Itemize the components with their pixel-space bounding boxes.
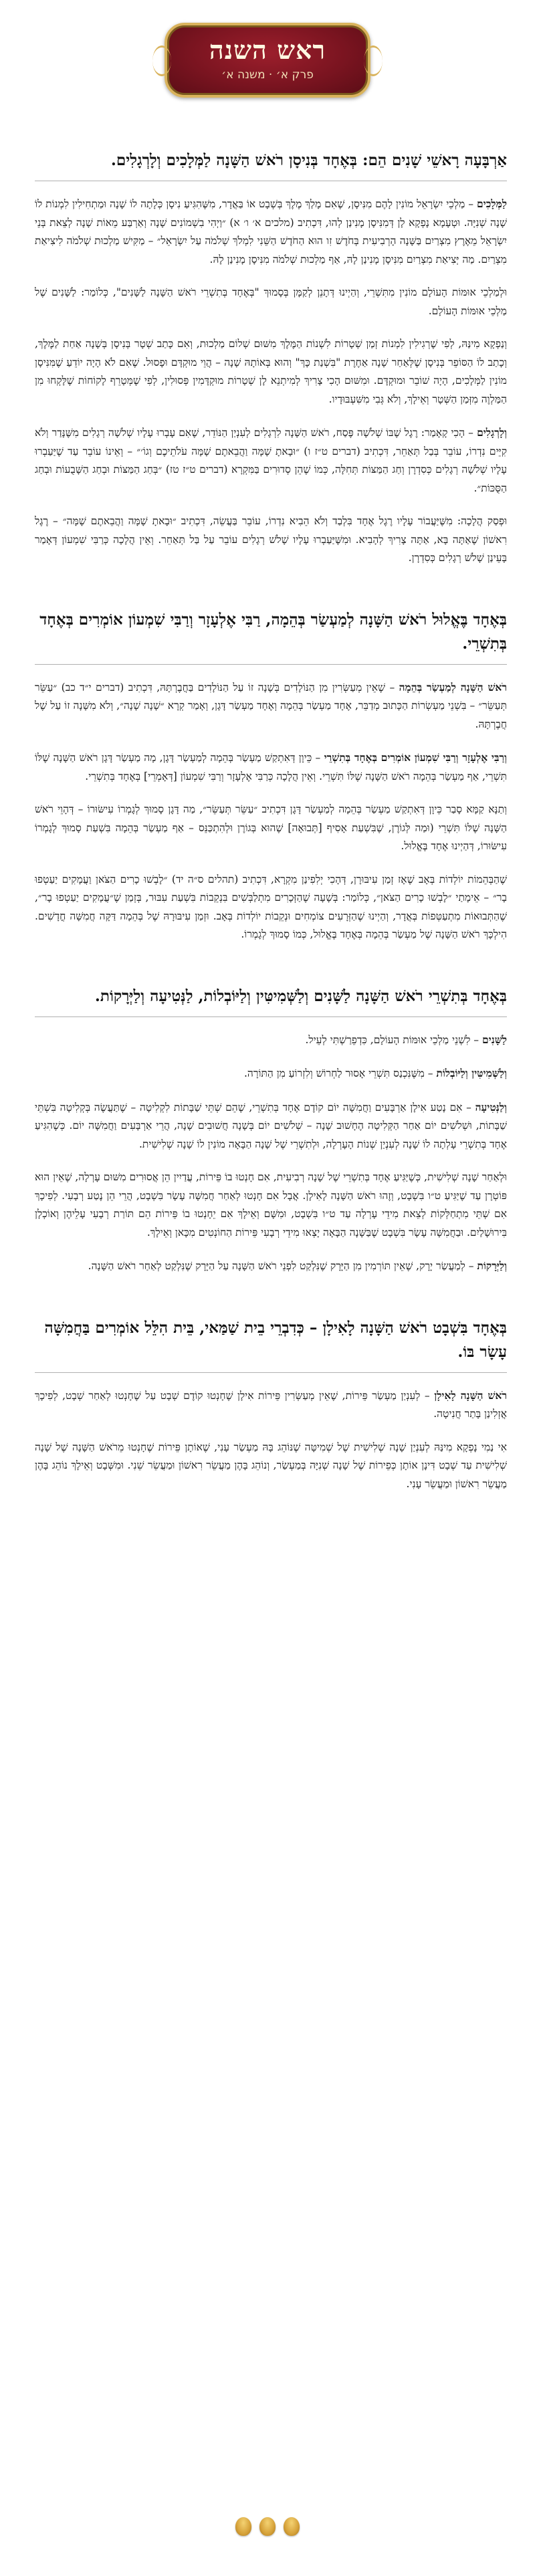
mishna-heading: בְּאֶחָד בִּשְׁבָט רֹאשׁ הַשָּׁנָה לָאִילָן – כְּדִבְרֵי בֵית שַׁמַּאי, בֵּית הִלֵּל אוֹמְרִים בַּחֲמִשָּׁה עָשָׂר בּוֹ. <box>35 1316 507 1373</box>
dibur-hamatchil: וְלַנְּטִיעָה <box>475 1100 507 1113</box>
dibur-hamatchil: וְרַבִּי אֶלְעָזָר וְרַבִּי שִׁמְעוֹן אוֹמְרִים בְּאֶחָד בְּתִשְׁרֵי <box>324 751 508 764</box>
title-badge <box>165 23 370 98</box>
commentary-paragraph <box>35 195 507 269</box>
shell-ornament-icon <box>259 2517 276 2536</box>
commentary-paragraph <box>35 1064 507 1083</box>
commentary-paragraph <box>35 678 507 734</box>
commentary-paragraph <box>35 335 507 409</box>
page-subtitle: פרק א׳ · משנה א׳ <box>221 68 314 82</box>
mishna-heading: בְּאֶחָד בְּתִשְׁרֵי רֹאשׁ הַשָּׁנָה לַשָּׁנִים וְלַשְּׁמִיטִּין וְלַיּוֹבְלוֹת, לַנְּטִיעָה וְלַיְּרָקוֹת. <box>35 984 507 1017</box>
mishna-heading: בְּאֶחָד בֶּאֱלוּל רֹאשׁ הַשָּׁנָה לְמַעְשַׂר בְּהֵמָה, רַבִּי אֶלְעָזָר וְרַבִּי שִׁמְעוֹן אוֹמְרִים בְּאֶחָד בְּתִשְׁרֵי. <box>35 608 507 665</box>
commentary-paragraph <box>35 1098 507 1154</box>
commentary-section <box>35 148 507 568</box>
commentary-paragraph <box>35 748 507 786</box>
commentary-paragraph <box>35 1031 507 1050</box>
mishna-heading: אַרְבָּעָה רָאשֵׁי שָׁנִים הֵם: בְּאֶחָד בְּנִיסָן רֹאשׁ הַשָּׁנָה לַמְּלָכִים וְלָרְגָלִים. <box>35 148 507 181</box>
document-body <box>35 148 507 1533</box>
dibur-hamatchil: לַמְּלָכִים <box>476 197 507 210</box>
paragraph-text: אִי נַמִי נָפְקָא מִינַּהּ לְעִנְיַן שָׁנָה שְׁלִישִׁית שֶׁל שְׁמִיטָּה שֶׁנּוֹהֵג בָּהּ מַעְשַׂר עָנִי, שֶׁאוֹתָן פֵּירוֹת שֶׁחָנְטוּ מֵרֹאשׁ הַשָּׁנָה שֶׁל שָׁנָה שְׁלִישִׁית עַד שְׁבָט דִּינָן אוֹתָן כְּפֵירוֹת שֶׁל שָׁנָה שְׁנִיָּה בְּמַעְשַׂר, וְנוֹהֵג בָּהֶן מַעֲשֵׂר רִאשׁוֹן וּמַעֲשֵׂר שֵׁנִי. וּמִשְּׁבָט וְאֵילָךְ נוֹהֵג בָּהֶן מַעֲשֵׂר רִאשׁוֹן וּמַעֲשֵׂר עָנִי. <box>35 1440 507 1490</box>
commentary-paragraph <box>35 1386 507 1424</box>
shell-ornament-icon <box>284 2517 300 2536</box>
dibur-hamatchil: לַשָּׁנִים <box>481 1033 507 1046</box>
paragraph-text: – שֶׁאֵין מְעַשְּׂרִין מִן הַנּוֹלָדִים בְּשָׁנָה זוֹ עַל הַנּוֹלָדִים בַּחֲבֶרְתָּהּ, דִּכְתִיב (דברים י״ד כב) ״עַשֵּׂר תְּעַשֵּׂר״ – בִּשְׁנֵי מַעְשְׂרוֹת הַכָּתוּב מְדַבֵּר, אֶחָד מַעְשַׂר בְּהֵמָה וְאֶחָד מַעְשַׂר דָּגָן, וְאָמַר קְרָא ״שָׁנָה שָׁנָה״, וְלֹא מִשָּׁנָה זוֹ עַל שֶׁל חֲבֶרְתָּהּ. <box>35 681 507 730</box>
commentary-paragraph <box>35 1257 507 1276</box>
paragraph-text: – לְעִנְיַן מַעְשַׂר פֵּירוֹת, שֶׁאֵין מְעַשְּׂרִין פֵּירוֹת אִילָן שֶׁחָנְטוּ קוֹדֶם שְׁבָט עַל שֶׁחָנְטוּ לְאַחַר שְׁבָט, לְפִיכָךְ אֲזְלִינַן בָּתַר חֲנִיטָה. <box>35 1389 507 1420</box>
commentary-paragraph <box>35 284 507 320</box>
paragraph-text: – מַלְכֵי יִשְׂרָאֵל מוֹנִין לָהֶם מִנִּיסָן, שֶׁאִם מָלַךְ מֶלֶךְ בְּשְׁבָט אוֹ בַּאֲדָר, מִשֶּׁהִגִּיעַ נִיסָן כְּלָתָה לוֹ שָׁנָה וּמַתְחִילִין לִמְנוֹת לוֹ שָׁנָה שְׁנִיָּה. וּטְעָמָא נָפְקָא לָן דְּמִנִּיסָן מָנִינַן לְהוּ, דִּכְתִיב (מלכים א׳ ו׳ א) ״וַיְהִי בִשְׁמוֹנִים שָׁנָה וְאַרְבַּע מֵאוֹת שָׁנָה לְצֵאת בְּנֵי יִשְׂרָאֵל מֵאֶרֶץ מִצְרַיִם בַּשָּׁנָה הָרְבִיעִית בְּחֹדֶשׁ זִו הוּא הַחֹדֶשׁ הַשֵּׁנִי לִמְלֹךְ שְׁלֹמֹה עַל יִשְׂרָאֵל״ – מַקִּישׁ מַלְכוּת שְׁלֹמֹה לִיצִיאַת מִצְרַיִם. מַה יְּצִיאַת מִצְרַיִם מִנִּיסָן מָנִינַן לָהּ, אַף מַלְכוּת שְׁלֹמֹה מִנִּיסָן מָנִינַן לָהּ. <box>35 198 507 265</box>
footer-ornament <box>0 2517 535 2536</box>
paragraph-text: וּלְמַלְכֵי אוּמּוֹת הָעוֹלָם מוֹנִין מִתִּשְׁרֵי, וְהַיְינוּ דְּתָנֵן לְקַמָּן בְּסָמוּךְ "בְּאֶחָד בְּתִשְׁרֵי רֹאשׁ הַשָּׁנָה לַשָּׁנִים", כְּלוֹמַר: לַשָּׁנִים שֶׁל מַלְכֵי אוּמּוֹת הָעוֹלָם. <box>35 286 507 317</box>
commentary-section <box>35 1316 507 1494</box>
commentary-paragraph <box>35 871 507 944</box>
paragraph-text: וּפְסַק הֲלָכָה: מִשֶּׁיַּעֲבוֹר עָלָיו רֶגֶל אֶחָד בִּלְבַד וְלֹא הֵבִיא נִדְרוֹ, עוֹבֵר בַּעֲשֵׂה, דִּכְתִיב ״וּבָאתָ שָׁמָּה וַהֲבֵאתֶם שָׁמָּה״ – רֶגֶל רִאשׁוֹן שֶׁאַתָּה בָּא, אַתָּה צָרִיךְ לְהָבִיא. וּמִשֶּׁיַּעַבְרוּ עָלָיו שָׁלֹשׁ רְגָלִים עוֹבֵר עַל בַּל תְּאַחֵר. וְאֵין הֲלָכָה כְּרַבִּי שִׁמְעוֹן דְּאָמַר בָּעֵינַן שָׁלֹשׁ רְגָלִים כְּסִדְרָן. <box>35 515 507 564</box>
paragraph-text: וְנַפְקָא מִינַּהּ, לְפִי שֶׁרְגִילִין לִמְנוֹת זְמַן שְׁטָרוֹת לִשְׁנוֹת הַמֶּלֶךְ מִשּׁוּם שְׁלוֹם מַלְכוּת, וְאִם כָּתַב שְׁטָר בְּנִיסָן בְּשָׁנָה אַחַת לַמֶּלֶךְ, וְכָתַב לוֹ הַסּוֹפֵר בְּנִיסָן שֶׁלְּאַחַר שָׁנָה אַחֶרֶת "בִּשְׁנַת כָּךְ" וְהוּא בְּאוֹתָהּ שָׁנָה – הֲוֵי מוּקְדָּם וּפָסוּל. שֶׁאִם לֹא הָיָה יוֹדֵעַ שֶׁמִּנִּיסָן מוֹנִין לַמְּלָכִים, הָיָה שׁוֹבֵר וּמוּקְדָּם. וּמִשּׁוּם הָכִי צָרִיךְ לְמִיתְנֵא לָן שְׁטָרוֹת מוּקְדָּמִין פְּסוּלִין, לְפִי שֶׁמְּטָרֵף לָקוֹחוֹת שֶׁלָּקְחוּ מִן הַמַּלְוֶה מִזְּמַן הַשְּׁטָר וְאֵילָךְ, וְלֹא גְּבִי מִשִּׁעְבּוּדָיו. <box>35 338 507 405</box>
paragraph-text: וּלְאַחַר שָׁנָה שְׁלִישִׁית, כְּשֶׁיַּגִּיעַ אֶחָד בְּתִשְׁרֵי שֶׁל שָׁנָה רְבִיעִית, אִם חָנְטוּ בוֹ פֵּירוֹת, עֲדַיִין הֵן אֲסוּרִים מִשּׁוּם עָרְלָה, שֶׁאֵין הוּא פּוֹטְרָן עַד שֶׁיַּגִּיעַ ט״ו בִּשְׁבָט, וְזֶהוּ רֹאשׁ הַשָּׁנָה לָאִילָן. אֲבָל אִם חָנְטוּ לְאַחַר חֲמִשָּׁה עָשָׂר בִּשְׁבָט, הֲרֵי הֵן נֶטַע רְבָעִי. לְפִיכָךְ אִם שְׁתֵּי מִתְחַלְּקוֹת לְצֵאת מִידֵי עָרְלָה עַד ט״ו בִּשְׁבָט, וּמִשָּׁם וְאֵילָךְ אִם יֵחָנְטוּ בוֹ פֵּירוֹת הֵם תּוֹרַת רְבָעִי עָלֵיהֶן וְאוֹכְלָן בִּירוּשָׁלַיִם. וּבַחֲמִשָּׁה עָשָׂר בִּשְׁבָט שֶׁבַּשָּׁנָה הַבָּאָה יָצְאוּ מִידֵי רְבָעִי פֵּירוֹת הַחוֹנְטִים מִכָּאן וְאֵילָךְ. <box>35 1171 507 1239</box>
paragraph-text: – אִם נָטַע אִילָן אַרְבָּעִים וַחֲמִשָּׁה יוֹם קוֹדֶם אֶחָד בְּתִשְׁרֵי, שֶׁהֵם שְׁתֵּי שַׁבָּתוֹת לִקְלִיטָה – שֶׁתַּעֲשֶׂה בְּקְלִיטָה בִּשְׁתֵּי שַׁבָּתוֹת, וּשְׁלֹשִׁים יוֹם אַחַר הַקְּלִיטָה הֶחָשׁוּב שָׁנָה – שְׁלֹשִׁים יוֹם בְּשָׁנָה חֲשׁוּבִים שָׁנָה, הֲרֵי אַרְבָּעִים וַחֲמִשָּׁה יוֹם. כְּשֶׁהִגִּיעַ אֶחָד בְּתִשְׁרֵי עָלְתָה לוֹ שָׁנָה לְעִנְיַן שְׁנוֹת הָעָרְלָה, וּלְתִשְׁרֵי שֶׁל שָׁנָה הַבָּאָה מוֹנִין לוֹ שָׁנָה שְׁלִישִׁית. <box>35 1101 507 1150</box>
header <box>0 23 535 98</box>
dibur-hamatchil: וְלַשְּׁמִיטִּין וְלַיּוֹבְלוֹת <box>436 1067 507 1079</box>
dibur-hamatchil: וְלַיְּרָקוֹת <box>477 1259 507 1272</box>
dibur-hamatchil: וְלָרְגָלִים <box>477 426 507 439</box>
commentary-paragraph <box>35 512 507 568</box>
paragraph-text: – לִשְׁנֵי מַלְכֵי אוּמּוֹת הָעוֹלָם, כִּדְפֵרַשְׁתִּי לְעֵיל. <box>305 1033 482 1046</box>
commentary-paragraph <box>35 423 507 498</box>
dibur-hamatchil: רֹאשׁ הַשָּׁנָה לָאִילָן <box>434 1388 507 1402</box>
paragraph-text: שֶׁהַבְּהֵמוֹת יוֹלְדוֹת בְּאָב שֶׁאָז זְמַן עִיבּוּרָן, דְּהָכִי יְלִפִינַן מִקְרָא, דִּכְתִיב (תהלים ס״ה יד) ״לָבְשׁוּ כָרִים הַצֹּאן וַעֲמָקִים יַעַטְפוּ בָר״ – אֵימָתַי ״לָבְשׁוּ כָרִים הַצֹּאן״, כְּלוֹמַר: בְּשָׁעָה שֶׁהַזְּכָרִים מִתְלַבְּשִׁים בִּנְקֵבוֹת בִּשְׁעַת עִבּוּר, בְּזְמַן שֶׁ״עֲמָקִים יַעַטְפוּ בָר״, שֶׁהַתְּבוּאוֹת מִתְעַטְּפוֹת בְּאֲדָר, וְהַיְינוּ שֶׁהַזְּרָעִים צוֹמְחִים וּנְקֵבוֹת יוֹלְדוֹת בְּאָב. וּזְמַן עִיבּוּרָהּ שֶׁל בְּהֵמָה דַּקָּה חֲמִשָּׁה חֳדָשִׁים. הִילְכָּךְ רֹאשׁ הַשָּׁנָה שֶׁל מַעְשַׂר בְּהֵמָה בְּאֶחָד בֶּאֱלוּל, כְּמוֹ סָמוּךְ לְגָמְרוֹ. <box>35 873 507 940</box>
paragraph-text: – הָכִי קָאָמַר: רֶגֶל שֶׁבּוֹ שְׁלֹשָׁה פֶּסַח, רֹאשׁ הַשָּׁנָה לִרְגָלִים לְעִנְיַן הַנּוֹדֵר, שֶׁאִם עָבְרוּ עָלָיו שְׁלֹשָׁה רְגָלִים מִשֶּׁנָּדַר וְלֹא קִיֵּים נִדְרוֹ, עוֹבֵר בְּבַל תְּאַחֵר, דִּכְתִיב (דברים ט״ז ו) ״וּבָאתָ שָׁמָּה וַהֲבֵאתֶם שָׁמָּה עֹלֹתֵיכֶם וְגוֹ׳״ – וְאֵינוֹ עוֹבֵר עַד שֶׁיַּעַבְרוּ עָלָיו שְׁלֹשָׁה רְגָלִים כְּסִדְרָן וְחַג הַמַּצּוֹת תְּחִלָּה, כְּמוֹ שֶׁהֵן סְדוּרִים בַּמִּקְרָא (דברים ט״ז טז) ״בְּחַג הַמַּצּוֹת וּבְחַג הַשָּׁבֻעוֹת וּבְחַג הַסֻּכּוֹת״. <box>35 427 507 494</box>
commentary-paragraph <box>35 1438 507 1494</box>
paragraph-text: וְתַנָּא קַמָּא סָבַר כֵּיוָן דְּאִתְקַשׁ מַעְשַׂר בְּהֵמָה לְמַעְשַׂר דָּגָן דִּכְתִיב ״עַשֵּׂר תְּעַשֵּׂר״, מַה דָּגָן סָמוּךְ לְגָמְרוֹ עִישּׂוּרוֹ – דְּהָוֵי רֹאשׁ הַשָּׁנָה שֶׁלּוֹ תִּשְׁרֵי (וּמַה לְּגוֹרֶן, שֶׁבִּשְׁעַת אָסִיף [תְּבוּאָה] שֶׁהוּא בְּגוֹרֶן וּלְהִתְכַּנֵּס – אַף מַעְשַׂר בְּהֵמָה בִּשְׁעַת סָמוּךְ לְגָמְרוֹ עִישּׂוּרוֹ, דְּהַיְינוּ אֶחָד בֶּאֱלוּל. <box>35 803 507 852</box>
commentary-paragraph <box>35 800 507 856</box>
paragraph-text: – כֵּיוָן דְּאִתְקַשׁ מַעְשַׂר בְּהֵמָה לְמַעְשַׂר דָּגָן, מָה מַעְשַׂר דָּגָן רֹאשׁ הַשָּׁנָה שֶׁלּוֹ תִּשְׁרֵי, אַף מַעְשַׂר בְּהֵמָה רֹאשׁ הַשָּׁנָה שֶׁלּוֹ תִּשְׁרֵי. וְאֵין הֲלָכָה כְּרַבִּי אֶלְעָזָר וְרַבִּי שִׁמְעוֹן [דְּאָמְרֵי] בְּאֶחָד בְּתִשְׁרֵי. <box>35 752 507 782</box>
shell-ornament-icon <box>235 2517 251 2536</box>
commentary-section <box>35 984 507 1276</box>
commentary-paragraph <box>35 1168 507 1242</box>
dibur-hamatchil: רֹאשׁ הַשָּׁנָה לְמַעְשַׂר בְּהֵמָה <box>399 680 507 693</box>
paragraph-text: – לְמַעֲשַׂר יָרָק, שֶׁאֵין תּוֹרְמִין מִן הַיָּרָק שֶׁנִּלְקַט לִפְנֵי רֹאשׁ הַשָּׁנָה עַל הַיָּרָק שֶׁנִּלְקַט לְאַחַר רֹאשׁ הַשָּׁנָה. <box>88 1260 477 1272</box>
page-title: ראש השנה <box>209 35 326 65</box>
paragraph-text: – מִשֶּׁנִּכְנַס תִּשְׁרֵי אָסוּר לַחְרוֹשׁ וְלִזְרוֹעַ מִן הַתּוֹרָה. <box>243 1067 437 1079</box>
commentary-section <box>35 608 507 944</box>
